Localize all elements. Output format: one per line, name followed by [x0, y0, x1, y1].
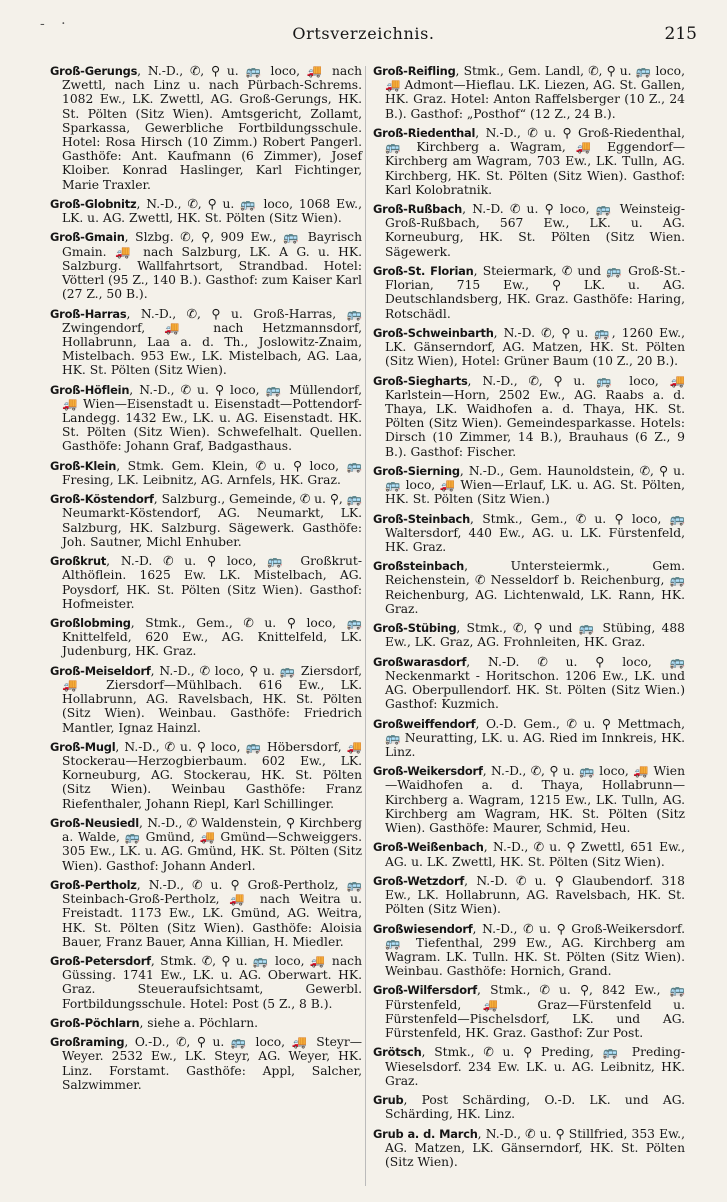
entry-text: , N.-D. ✆ u. ⚲ loco, 🚌 Neckenmarkt - Horitschon. 1206 Ew., LK. und AG. Oberpullendorf. HK. St. Pölten (Sitz Wien.) Gasthof: Kuzmich. — [385, 654, 685, 712]
entry-headword: Groß-Weißenbach — [373, 840, 484, 855]
entry-headword: Großsteinbach — [373, 559, 465, 574]
gazetteer-entry — [50, 230, 362, 301]
entry-text: , N.-D., ✆ u. ⚲ loco, 🚌 Höbersdorf, 🚚 Stockerau—Herzogbierbaum. 602 Ew., LK. Korneuburg, AG. Stockerau, HK. St. Pölten (Sitz Wien). Weinbau Gasthöfe: Franz Riefenthaler, Johann Riepl, Karl Schillinger. — [62, 739, 362, 811]
entry-headword: Groß-Wilfersdorf — [373, 983, 478, 998]
gazetteer-entry — [50, 878, 362, 949]
entry-headword: Groß-Klein — [50, 458, 117, 473]
entry-headword: Groß-Pertholz — [50, 877, 137, 892]
entry-headword: Groß-Weikersdorf — [373, 764, 483, 779]
entry-headword: Groß-Globnitz — [50, 196, 137, 211]
entry-text: , N.-D., ✆, ⚲ u. 🚌 loco, 🚚 Karlstein—Horn, 2502 Ew., AG. Raabs a. d. Thaya, LK. Waidhofen a. d. Thaya, HK. St. Pölten (Sitz Wien). Gemeindesparkasse. Hotels: Dirsch (10 Zimmer, 14 B.), Brauhaus (6 Z., 9 B.). Gasthof: Fischer. — [385, 373, 685, 459]
gazetteer-entry — [50, 954, 362, 1011]
gazetteer-entry — [373, 326, 685, 369]
page-header — [0, 10, 727, 50]
gazetteer-entry — [373, 64, 685, 121]
entry-text: , N.-D., ✆, ⚲ u. 🚌 loco, 🚚 Wien—Waidhofen a. d. Thaya, Hollabrunn—Kirchberg a. Wagram, 1215 Ew., LK. Tulln, AG. Kirchberg am Wagram, HK. St. Pölten (Sitz Wien). Gasthöfe: Maurer, Schmid, Heu. — [385, 764, 685, 836]
entry-text: , Stmk., ✆ u. ⚲ Preding, 🚌 Preding-Wieselsdorf. 234 Ew. LK. u. AG. Leibnitz, HK. Graz. — [385, 1045, 685, 1088]
entry-headword: Groß-Gerungs — [50, 64, 138, 78]
entry-headword: Groß-Stübing — [373, 621, 457, 636]
entry-headword: Groß-Rußbach — [373, 202, 463, 217]
entry-headword: Groß-Schweinbarth — [373, 325, 494, 340]
gazetteer-entry — [373, 1093, 685, 1121]
entry-headword: Großweiffendorf — [373, 716, 476, 731]
gazetteer-entry — [50, 459, 362, 487]
entry-text: , N.-D., ✆ u. ⚲ Stillfried, 353 Ew., AG. Matzen, LK. Gänserndorf, HK. St. Pölten (Sitz Wien). — [385, 1126, 685, 1169]
entry-headword: Groß-Höflein — [50, 382, 130, 397]
entry-headword: Groß-Steinbach — [373, 511, 471, 526]
entry-headword: Grub — [373, 1093, 404, 1108]
gazetteer-entry — [50, 197, 362, 225]
entry-text: , Untersteiermk., Gem. Reichenstein, ✆ Nesseldorf b. Reichenburg, 🚌 Reichenburg, AG. Lichtenwald, LK. Rann, HK. Graz. — [385, 559, 685, 616]
entry-headword: Groß-Mugl — [50, 739, 116, 754]
header-marks: - · — [40, 16, 72, 32]
entry-text: , N.-D., Gem. Haunoldstein, ✆, ⚲ u. 🚌 loco, 🚚 Wien—Erlauf, LK. u. AG. St. Pölten, HK. St. Pölten (Sitz Wien.) — [385, 463, 685, 507]
gazetteer-entry — [50, 664, 362, 735]
entry-text: , N.-D., ✆ u. ⚲ Groß-Weikersdorf. 🚌 Tiefenthal, 299 Ew., AG. Kirchberg am Wagram. LK. Tulln. HK. St. Pölten (Sitz Wien). Weinbau. Gasthöfe: Hornich, Grand. — [385, 921, 685, 979]
entry-text: , Post Schärding, O.-D. LK. und AG. Schärding, HK. Linz. — [385, 1093, 685, 1122]
entry-text: , Steiermark, ✆ und 🚌 Groß-St.-Florian, 715 Ew., ⚲ LK. u. AG. Deutschlandsberg, HK. Graz. Gasthöfe: Haring, Rotschädl. — [385, 263, 685, 321]
gazetteer-entry — [50, 616, 362, 659]
entry-headword: Groß-St. Florian — [373, 263, 474, 278]
gazetteer-entry — [373, 764, 685, 835]
entry-text: , Stmk., ✆ u. ⚲, 842 Ew., 🚌 Fürstenfeld, 🚚 Graz—Fürstenfeld u. Fürstenfeld—Pischelsdorf, LK. und AG. Fürstenfeld, HK. Graz. Gasthof: Zur Post. — [385, 983, 685, 1041]
entry-text: , N.-D., ✆ u. ⚲ Groß-Pertholz, 🚌 Steinbach-Groß-Pertholz, 🚚 nach Weitra u. Freistadt. 1173 Ew., LK. Gmünd, AG. Weitra, HK. St. Pölten (Sitz Wien). Gasthöfe: Aloisia Bauer, Franz Bauer, Anna Killian, H. Miedler. — [62, 877, 362, 949]
gazetteer-entry — [373, 559, 685, 616]
entry-text: , Stmk., Gem., ✆ u. ⚲ loco, 🚌 Waltersdorf, 440 Ew., AG. u. LK. Fürstenfeld, HK. Graz. — [385, 511, 685, 554]
gazetteer-entry — [50, 383, 362, 454]
entry-text: , Stmk. Gem. Klein, ✆ u. ⚲ loco, 🚌 Fresing, LK. Leibnitz, AG. Arnfels, HK. Graz. — [62, 458, 362, 487]
entry-text: , N.-D., ✆ loco, ⚲ u. 🚌 Ziersdorf, 🚚 Ziersdorf—Mühlbach. 616 Ew., LK. Hollabrunn, AG. Ravelsbach, HK. St. Pölten (Sitz Wien). Weinbau. Gasthöfe: Friedrich Mantler, Ignaz Hainzl. — [62, 663, 362, 735]
gazetteer-entry — [50, 740, 362, 811]
gazetteer-entry — [373, 1045, 685, 1088]
entry-text: , N.-D. ✆, ⚲ u. 🚌, 1260 Ew., LK. Gänserndorf, AG. Matzen, HK. St. Pölten (Sitz Wien), Hotel: Grüner Baum (10 Z., 20 B.). — [385, 325, 685, 369]
entry-headword: Groß-Meiseldorf — [50, 663, 151, 678]
gazetteer-entry — [373, 874, 685, 917]
gazetteer-entry — [373, 264, 685, 321]
gazetteer-entry — [50, 1035, 362, 1092]
entry-text: , N.-D. ✆ u. ⚲ loco, 🚌 Großkrut-Althöflein. 1625 Ew. LK. Mistelbach, AG. Poysdorf, HK. St. Pölten (Sitz Wien). Gasthof: Hofmeister. — [62, 554, 362, 611]
entry-text: , O.-D., ✆, ⚲ u. 🚌 loco, 🚚 Steyr—Weyer. 2532 Ew., LK. Steyr, AG. Weyer, HK. Linz. Forstamt. Gasthöfe: Appl, Salcher, Salzwimmer. — [62, 1035, 362, 1092]
entry-headword: Großwarasdorf — [373, 654, 467, 669]
entry-headword: Großlobming — [50, 616, 131, 631]
page-number: 215 — [664, 24, 697, 44]
entry-text: , N.-D., ✆, ⚲ u. 🚌 loco, 🚚 nach Zwettl, nach Linz u. nach Pürbach-Schrems. 1082 Ew., LK. Zwettl, AG. Groß-Gerungs, HK. St. Pölten (Sitz Wien). Amtsgericht, Zollamt, Sparkassa, Gewerbliche Fortbildungsschule. Hotel: Rosa Hirsch (10 Zimm.) Robert Pangerl. Gasthöfe: Ant. Kaufmann (6 Zimmer), Josef Kloiber. Konrad Haslinger, Karl Fichtinger, Marie Traxler. — [62, 64, 362, 192]
entry-text: , N.-D., ✆, ⚲ u. 🚌 loco, 1068 Ew., LK. u. AG. Zwettl, HK. St. Pölten (Sitz Wien). — [62, 196, 362, 226]
page-title: Ortsverzeichnis. — [292, 24, 435, 43]
gazetteer-entry — [373, 922, 685, 979]
left-column — [50, 64, 362, 1097]
gazetteer-entry — [373, 202, 685, 259]
entry-text: , Stmk., ✆, ⚲ und 🚌 Stübing, 488 Ew., LK. Graz, AG. Frohnleiten, HK. Graz. — [385, 621, 685, 650]
gazetteer-entry — [373, 512, 685, 555]
entry-text: , N.-D. ✆ u. ⚲ Glaubendorf. 318 Ew., LK. Hollabrunn, AG. Ravelsbach, HK. St. Pölten (Sitz Wien). — [385, 873, 685, 917]
entry-headword: Grötsch — [373, 1045, 422, 1060]
entry-headword: Großraming — [50, 1035, 125, 1050]
entry-headword: Groß-Petersdorf — [50, 954, 151, 968]
entry-text: , N.-D., ✆, ⚲ u. Groß-Harras, 🚌 Zwingendorf, 🚚 nach Hetzmannsdorf, Hollabrunn, Laa a. d. Th., Joslowitz-Znaim, Mistelbach. 953 Ew., LK. Mistelbach, AG. Laa, HK. St. Pölten (Sitz Wien). — [62, 306, 362, 378]
gazetteer-entry — [373, 126, 685, 197]
gazetteer-entry — [373, 983, 685, 1040]
entry-headword: Groß-Köstendorf — [50, 492, 154, 507]
entry-headword: Groß-Harras — [50, 306, 127, 321]
gazetteer-entry — [373, 621, 685, 649]
gazetteer-entry — [373, 464, 685, 507]
gazetteer-entry — [50, 307, 362, 378]
gazetteer-entry — [373, 840, 685, 868]
entry-text: , Slzbg. ✆, ⚲, 909 Ew., 🚌 Bayrisch Gmain. 🚚 nach Salzburg, LK. A G. u. HK. Salzburg. Wallfahrtsort, Strandbad. Hotel: Vötterl (95 Z., 140 B.). Gasthof: zum Kaiser Karl (27 Z., 50 B.). — [62, 230, 362, 302]
entry-headword: Großwiesendorf — [373, 921, 473, 936]
entry-headword: Groß-Neusiedl — [50, 815, 139, 830]
entry-text: , Stmk. ✆, ⚲ u. 🚌 loco, 🚚 nach Güssing. 1741 Ew., LK. u. AG. Oberwart. HK. Graz. Steueraufsichtsamt, Gewerbl. Fortbildungsschule. Hotel: Post (5 Z., 8 B.). — [62, 954, 362, 1011]
entry-text: , N.-D., ✆ Waldenstein, ⚲ Kirchberg a. Walde, 🚌 Gmünd, 🚚 Gmünd—Schweiggers. 305 Ew., LK. u. AG. Gmünd, HK. St. Pölten (Sitz Wien). Gasthof: Johann Anderl. — [62, 815, 362, 873]
entry-text: , N.-D. ✆ u. ⚲ loco, 🚌 Weinsteig-Groß-Rußbach, 567 Ew., LK. u. AG. Korneuburg, HK. St. Pölten (Sitz Wien. Sägewerk. — [385, 202, 685, 259]
entry-headword: Grub a. d. March — [373, 1126, 478, 1141]
entry-headword: Groß-Sierning — [373, 463, 460, 478]
right-column — [373, 64, 685, 1174]
entry-headword: Groß-Reifling — [373, 64, 456, 78]
entry-headword: Groß-Riedenthal — [373, 125, 476, 140]
entry-text: , N.-D., ✆ u. ⚲ loco, 🚌 Müllendorf, 🚚 Wien—Eisenstadt u. Eisenstadt—Pottendorf-Landegg. 1432 Ew., LK. u. AG. Eisenstadt. HK. St. Pölten (Sitz Wien). Schwefelhalt. Quellen. Gasthöfe: Johann Graf, Badgasthaus. — [62, 382, 362, 454]
entry-text: , N.-D., ✆ u. ⚲ Zwettl, 651 Ew., AG. u. LK. Zwettl, HK. St. Pölten (Sitz Wien). — [385, 840, 685, 869]
gazetteer-entry — [50, 64, 362, 192]
entry-headword: Groß-Pöchlarn — [50, 1015, 140, 1030]
entry-headword: Großkrut — [50, 554, 107, 569]
gazetteer-entry — [373, 374, 685, 459]
entry-text: , N.-D., ✆ u. ⚲ Groß-Riedenthal, 🚌 Kirchberg a. Wagram, 🚚 Eggendorf—Kirchberg am Wagram, 703 Ew., LK. Tulln, AG. Kirchberg, HK. St. Pölten (Sitz Wien). Gasthof: Karl Kolobratnik. — [385, 125, 685, 197]
gazetteer-entry — [50, 492, 362, 549]
gazetteer-entry — [50, 1016, 362, 1030]
entry-text: , Salzburg., Gemeinde, ✆ u. ⚲, 🚌 Neumarkt-Köstendorf, AG. Neumarkt, LK. Salzburg, HK. Salzburg. Sägewerk. Gasthöfe: Joh. Sautner, Michl Enhuber. — [62, 492, 362, 549]
entry-text: , Stmk., Gem., ✆ u. ⚲ loco, 🚌 Knittelfeld, 620 Ew., AG. Knittelfeld, LK. Judenburg, HK. Graz. — [62, 616, 362, 659]
entry-text: , siehe a. Pöchlarn. — [139, 1015, 259, 1030]
entry-headword: Groß-Wetzdorf — [373, 873, 465, 888]
gazetteer-entry — [50, 554, 362, 611]
column-divider — [365, 66, 366, 1186]
gazetteer-entry — [373, 1127, 685, 1170]
entry-text: , O.-D. Gem., ✆ u. ⚲ Mettmach, 🚌 Neuratting, LK. u. AG. Ried im Innkreis, HK. Linz. — [385, 716, 685, 759]
gazetteer-entry — [373, 717, 685, 760]
entry-text: , Stmk., Gem. Landl, ✆, ⚲ u. 🚌 loco, 🚚 Admont—Hieflau. LK. Liezen, AG. St. Gallen, HK. Graz. Hotel: Anton Raffelsberger (10 Z., 24 B.). Gasthof: „Posthof“ (12 Z., 24 B.). — [385, 64, 685, 121]
entry-headword: Groß-Siegharts — [373, 373, 468, 388]
gazetteer-entry — [373, 655, 685, 712]
gazetteer-entry — [50, 816, 362, 873]
entry-headword: Groß-Gmain — [50, 230, 125, 245]
